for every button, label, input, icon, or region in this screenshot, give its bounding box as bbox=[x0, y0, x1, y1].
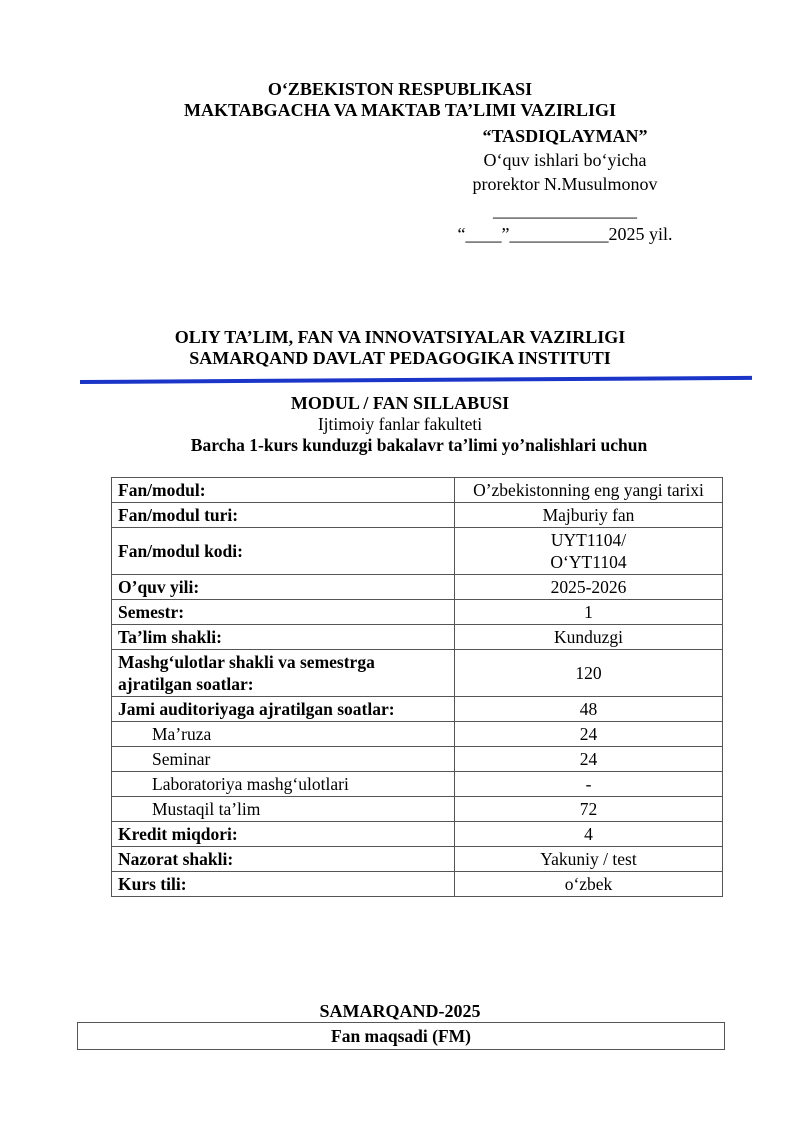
table-row bbox=[112, 722, 723, 747]
approval-signature-line: ________________ bbox=[493, 200, 637, 220]
row-label: Seminar bbox=[112, 747, 455, 772]
table-row bbox=[112, 575, 723, 600]
approval-block bbox=[420, 124, 710, 246]
table-row bbox=[112, 872, 723, 897]
row-label: Kredit miqdori: bbox=[112, 822, 455, 847]
row-label: Semestr: bbox=[112, 600, 455, 625]
row-value: Majburiy fan bbox=[455, 503, 723, 528]
row-value: 24 bbox=[455, 722, 723, 747]
row-value: 72 bbox=[455, 797, 723, 822]
approval-title: “TASDIQLAYMAN” bbox=[482, 126, 648, 146]
table-row bbox=[112, 697, 723, 722]
syllabus-title: MODUL / FAN SILLABUSI bbox=[290, 393, 510, 413]
row-value: - bbox=[455, 772, 723, 797]
table-row bbox=[112, 772, 723, 797]
ministry-line-1: O‘ZBEKISTON RESPUBLIKASI bbox=[267, 79, 533, 99]
row-label: Fan/modul kodi: bbox=[112, 528, 455, 575]
row-value: 2025-2026 bbox=[455, 575, 723, 600]
faculty-name: Ijtimoiy fanlar fakulteti bbox=[317, 414, 483, 434]
row-value: o‘zbek bbox=[455, 872, 723, 897]
institution-name: SAMARQAND DAVLAT PEDAGOGIKA INSTITUTI bbox=[189, 348, 611, 368]
table-row bbox=[112, 503, 723, 528]
row-value: 1 bbox=[455, 600, 723, 625]
table-row bbox=[112, 797, 723, 822]
row-label: Mustaqil ta’lim bbox=[112, 797, 455, 822]
approval-person: prorektor N.Musulmonov bbox=[472, 174, 658, 194]
row-value: 48 bbox=[455, 697, 723, 722]
row-label: Ta’lim shakli: bbox=[112, 625, 455, 650]
row-value: 24 bbox=[455, 747, 723, 772]
row-label: Jami auditoriyaga ajratilgan soatlar: bbox=[112, 697, 455, 722]
row-value: Kunduzgi bbox=[455, 625, 723, 650]
row-label: Mashg‘ulotlar shakli va semestrga ajratilgan soatlar: bbox=[112, 650, 455, 697]
row-value: UYT1104/ O‘YT1104 bbox=[455, 528, 723, 575]
row-label: Ma’ruza bbox=[112, 722, 455, 747]
row-label: Laboratoriya mashg‘ulotlari bbox=[112, 772, 455, 797]
row-label: Kurs tili: bbox=[112, 872, 455, 897]
audience-line: Barcha 1-kurs kunduzgi bakalavr ta’limi yo’nalishlari uchun bbox=[190, 435, 648, 455]
table-row bbox=[112, 478, 723, 503]
header-divider bbox=[80, 376, 752, 384]
city-year: SAMARQAND-2025 bbox=[319, 1001, 481, 1021]
ministry-line-2: MAKTABGACHA VA MAKTAB TA’LIMI VAZIRLIGI bbox=[183, 100, 617, 120]
row-label: Fan/modul turi: bbox=[112, 503, 455, 528]
table-row bbox=[112, 650, 723, 697]
row-value: Yakuniy / test bbox=[455, 847, 723, 872]
table-row bbox=[112, 822, 723, 847]
row-value: 4 bbox=[455, 822, 723, 847]
table-row bbox=[112, 847, 723, 872]
table-row bbox=[112, 528, 723, 575]
row-label: Nazorat shakli: bbox=[112, 847, 455, 872]
row-label: O’quv yili: bbox=[112, 575, 455, 600]
table-row bbox=[112, 600, 723, 625]
institution-ministry: OLIY TA’LIM, FAN VA INNOVATSIYALAR VAZIRLIGI bbox=[174, 327, 626, 347]
row-value: 120 bbox=[455, 650, 723, 697]
row-label: Fan/modul: bbox=[112, 478, 455, 503]
approval-date: “____”___________2025 yil. bbox=[457, 224, 673, 244]
approval-position: O‘quv ishlari bo‘yicha bbox=[483, 150, 647, 170]
table-row bbox=[112, 625, 723, 650]
table-row bbox=[112, 747, 723, 772]
row-value: O’zbekistonning eng yangi tarixi bbox=[455, 478, 723, 503]
course-info-table bbox=[111, 477, 723, 897]
goal-heading: Fan maqsadi (FM) bbox=[77, 1022, 725, 1050]
